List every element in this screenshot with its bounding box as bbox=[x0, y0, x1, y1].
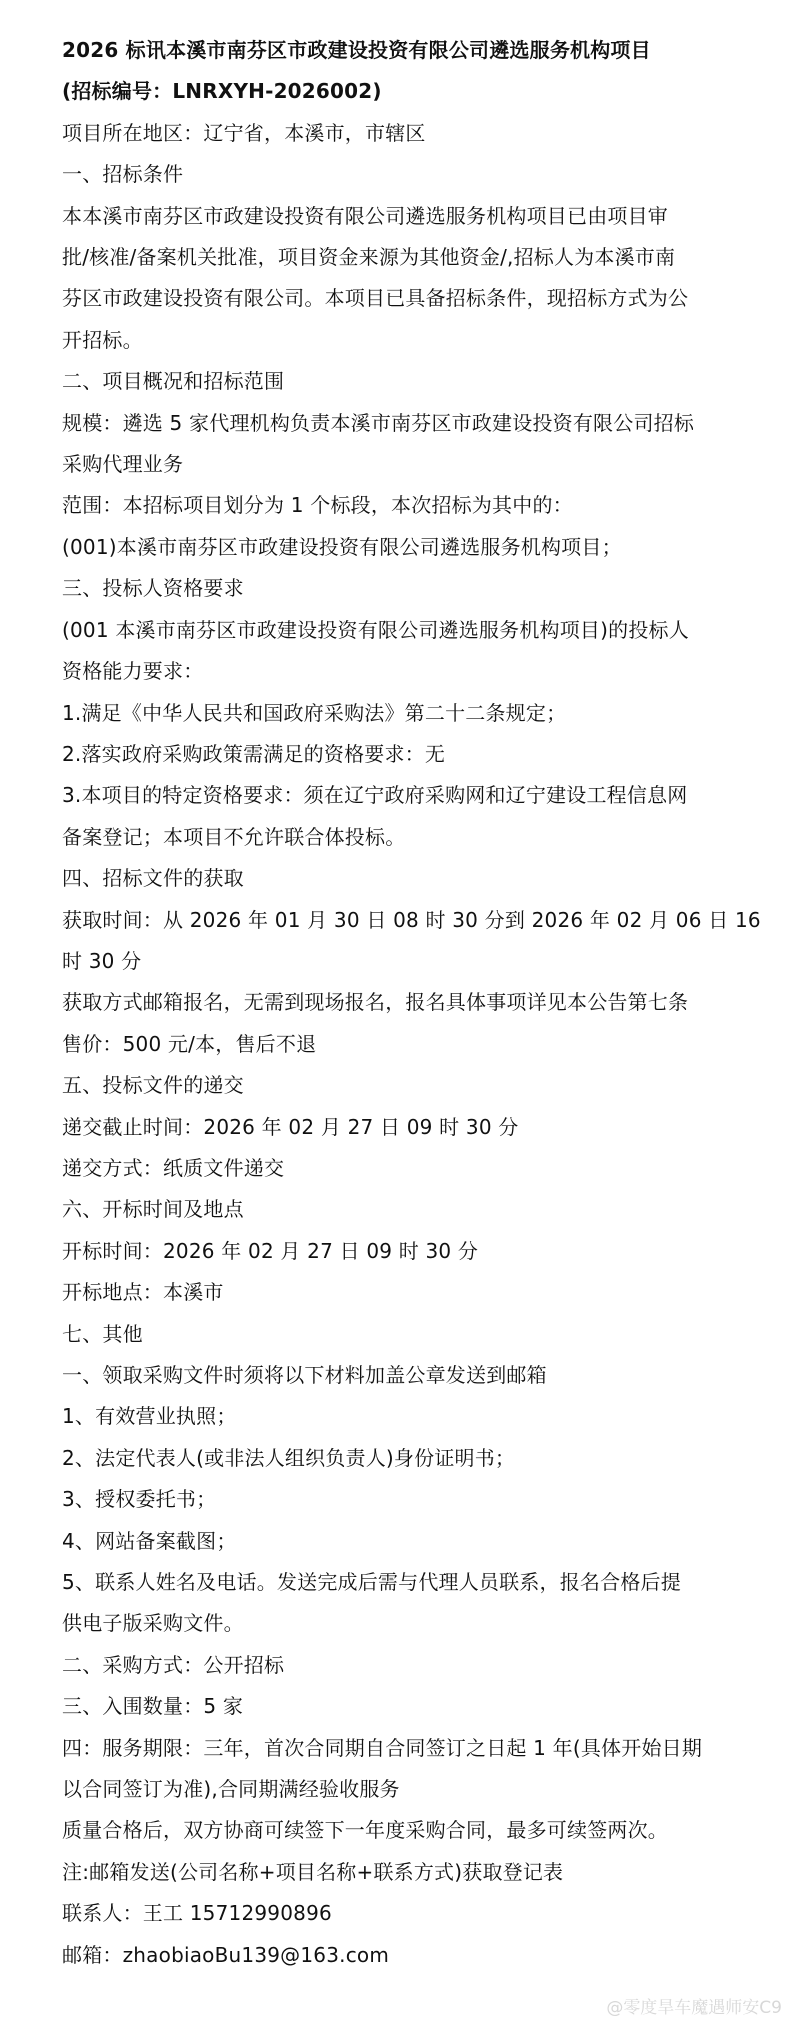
document-line: 二、项目概况和招标范围 bbox=[62, 369, 285, 394]
document-line: 三、入围数量：5 家 bbox=[62, 1694, 244, 1719]
document-line: 1.满足《中华人民共和国政府采购法》第二十二条规定； bbox=[62, 700, 567, 725]
document-line: 递交截止时间：2026 年 02 月 27 日 09 时 30 分 bbox=[62, 1114, 519, 1139]
document-line: 备案登记；本项目不允许联合体投标。 bbox=[62, 824, 406, 849]
document-line: 售价：500 元/本，售后不退 bbox=[62, 1031, 317, 1056]
document-line: 三、投标人资格要求 bbox=[62, 576, 244, 601]
document-line: 2026 标讯本溪市南芬区市政建设投资有限公司遴选服务机构项目 bbox=[62, 38, 651, 62]
document-line: 采购代理业务 bbox=[62, 452, 184, 477]
document-line: 规模：遴选 5 家代理机构负责本溪市南芬区市政建设投资有限公司招标 bbox=[62, 410, 695, 435]
document-line: 质量合格后，双方协商可续签下一年度采购合同，最多可续签两次。 bbox=[62, 1818, 668, 1843]
document-line: 联系人：王工 15712990896 bbox=[62, 1901, 332, 1926]
document-line: 3、授权委托书； bbox=[62, 1487, 217, 1512]
document-line: 范围：本招标项目划分为 1 个标段，本次招标为其中的： bbox=[62, 493, 573, 518]
document-line: 以合同签订为准),合同期满经验收服务 bbox=[62, 1777, 400, 1802]
document-line: 获取时间：从 2026 年 01 月 30 日 08 时 30 分到 2026 年 02 月 06 日 16 bbox=[62, 907, 761, 932]
document-line: 资格能力要求： bbox=[62, 659, 204, 684]
document-line: 2、法定代表人(或非法人组织负责人)身份证明书； bbox=[62, 1445, 516, 1470]
document-line: 注:邮箱发送(公司名称+项目名称+联系方式)获取登记表 bbox=[62, 1859, 564, 1884]
document-line: 芬区市政建设投资有限公司。本项目已具备招标条件，现招标方式为公 bbox=[62, 286, 689, 311]
document-line: (001)本溪市南芬区市政建设投资有限公司遴选服务机构项目； bbox=[62, 534, 622, 559]
document-line: 开招标。 bbox=[62, 327, 143, 352]
document-line: 一、领取采购文件时须将以下材料加盖公章发送到邮箱 bbox=[62, 1363, 547, 1387]
document-line: 4、网站备案截图； bbox=[62, 1528, 237, 1553]
document-body bbox=[62, 30, 762, 1976]
document-line: 四：服务期限：三年，首次合同期自合同签订之日起 1 年(具体开始日期 bbox=[62, 1735, 703, 1760]
document-line: 开标地点：本溪市 bbox=[62, 1280, 224, 1305]
document-line: 开标时间：2026 年 02 月 27 日 09 时 30 分 bbox=[62, 1238, 479, 1263]
document-line: 2.落实政府采购政策需满足的资格要求：无 bbox=[62, 741, 446, 766]
announcement-document bbox=[62, 30, 762, 1976]
document-line: 时 30 分 bbox=[62, 948, 142, 973]
document-line: 3.本项目的特定资格要求：须在辽宁政府采购网和辽宁建设工程信息网 bbox=[62, 783, 688, 808]
document-line: 递交方式：纸质文件递交 bbox=[62, 1155, 285, 1180]
document-line: 5、联系人姓名及电话。发送完成后需与代理人员联系，报名合格后提 bbox=[62, 1570, 681, 1595]
document-line: 批/核准/备案机关批准，项目资金来源为其他资金/,招标人为本溪市南 bbox=[62, 245, 676, 270]
document-line: 1、有效营业执照； bbox=[62, 1404, 237, 1429]
document-line: 项目所在地区：辽宁省，本溪市，市辖区 bbox=[62, 120, 426, 145]
document-line: 供电子版采购文件。 bbox=[62, 1611, 244, 1636]
document-line: 二、采购方式：公开招标 bbox=[62, 1652, 285, 1677]
document-line: 本本溪市南芬区市政建设投资有限公司遴选服务机构项目已由项目审 bbox=[62, 203, 668, 228]
watermark: @零度旱车魔遇师安C9 bbox=[606, 1998, 782, 2018]
document-line: 七、其他 bbox=[62, 1321, 143, 1346]
document-line: 一、招标条件 bbox=[62, 162, 184, 187]
document-line: 邮箱：zhaobiaoBu139@163.com bbox=[62, 1942, 390, 1967]
document-line: 四、招标文件的获取 bbox=[62, 866, 244, 891]
document-line: (招标编号：LNRXYH-2026002) bbox=[62, 79, 382, 104]
document-line: 六、开标时间及地点 bbox=[62, 1197, 244, 1222]
document-line: 获取方式邮箱报名，无需到现场报名，报名具体事项详见本公告第七条 bbox=[62, 990, 689, 1015]
document-line: (001 本溪市南芬区市政建设投资有限公司遴选服务机构项目)的投标人 bbox=[62, 617, 689, 642]
document-line: 五、投标文件的递交 bbox=[62, 1073, 244, 1098]
